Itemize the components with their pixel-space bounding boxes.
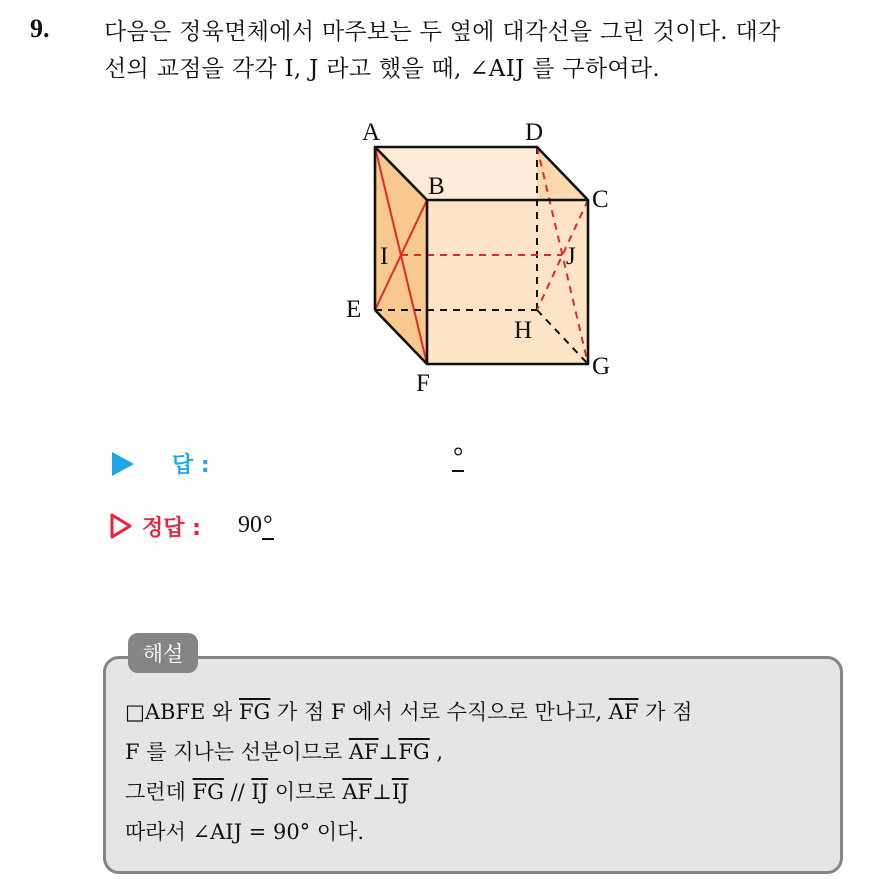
segment-AF: $\overline{AF}$ bbox=[608, 700, 639, 724]
label-I: I bbox=[380, 243, 389, 270]
answer-input[interactable]: ° bbox=[453, 442, 464, 471]
solution-line-3 bbox=[125, 772, 835, 812]
label-A: A bbox=[362, 119, 381, 146]
solution-text-part: 그런데 bbox=[125, 780, 193, 804]
solution-text-part: 이므로 bbox=[268, 780, 343, 804]
solution-line-4 bbox=[125, 812, 835, 852]
segment-FG: $\overline{FG}$ bbox=[238, 700, 271, 724]
answer-label: 답 : bbox=[172, 453, 210, 478]
segment-AF: $\overline{AF}$ bbox=[348, 740, 379, 764]
segment-IJ: $\overline{IJ}$ bbox=[391, 780, 409, 804]
solution-text bbox=[125, 692, 835, 852]
solution-line-2 bbox=[125, 732, 835, 772]
segment-IJ: $\overline{IJ}$ bbox=[251, 780, 269, 804]
correct-answer-value bbox=[238, 512, 274, 539]
label-E: E bbox=[346, 296, 362, 323]
perpendicular-symbol: ⊥ bbox=[378, 740, 399, 764]
label-H: H bbox=[514, 317, 533, 344]
label-F: F bbox=[416, 370, 430, 397]
solution-line-1 bbox=[125, 692, 835, 732]
solution-text-part: □ABFE 와 bbox=[125, 700, 239, 724]
correct-value-unit: ° bbox=[263, 512, 273, 538]
segment-FG: $\overline{FG}$ bbox=[192, 780, 224, 804]
solution-tab: 해설 bbox=[128, 633, 198, 673]
label-C: C bbox=[592, 186, 609, 213]
label-G: G bbox=[592, 353, 611, 380]
segment-FG: $\overline{FG}$ bbox=[398, 740, 430, 764]
question-line-1: 다음은 정육면체에서 마주보는 두 옆에 대각선을 그린 것이다. 대각 bbox=[104, 19, 781, 45]
cube-figure bbox=[340, 112, 640, 402]
question-line-2: 선의 교점을 각각 I, J 라고 했을 때, ∠AIJ 를 구하여라. bbox=[104, 56, 661, 82]
label-J: J bbox=[566, 243, 576, 270]
label-D: D bbox=[525, 119, 544, 146]
solution-text-part: 가 점 bbox=[638, 700, 693, 724]
solution-text-part: 따라서 ∠AIJ = 90° 이다. bbox=[125, 820, 365, 844]
question-number: 9. bbox=[30, 14, 50, 43]
segment-AF: $\overline{AF}$ bbox=[342, 780, 373, 804]
correct-value-number: 90 bbox=[238, 512, 262, 538]
solution-text-part: F 를 지나는 선분이므로 bbox=[125, 740, 349, 764]
solution-text-part: , bbox=[429, 740, 444, 764]
cube-diagram bbox=[340, 112, 640, 402]
correct-answer-label: 정답 : bbox=[142, 516, 201, 541]
answer-arrow-icon bbox=[112, 452, 134, 476]
parallel-symbol: // bbox=[223, 780, 252, 804]
solution-text-part: 가 점 F 에서 서로 수직으로 만나고, bbox=[270, 700, 609, 724]
label-B: B bbox=[428, 173, 445, 200]
outline-triangle-icon bbox=[110, 513, 132, 539]
question-text bbox=[104, 14, 864, 88]
perpendicular-symbol: ⊥ bbox=[372, 780, 392, 804]
